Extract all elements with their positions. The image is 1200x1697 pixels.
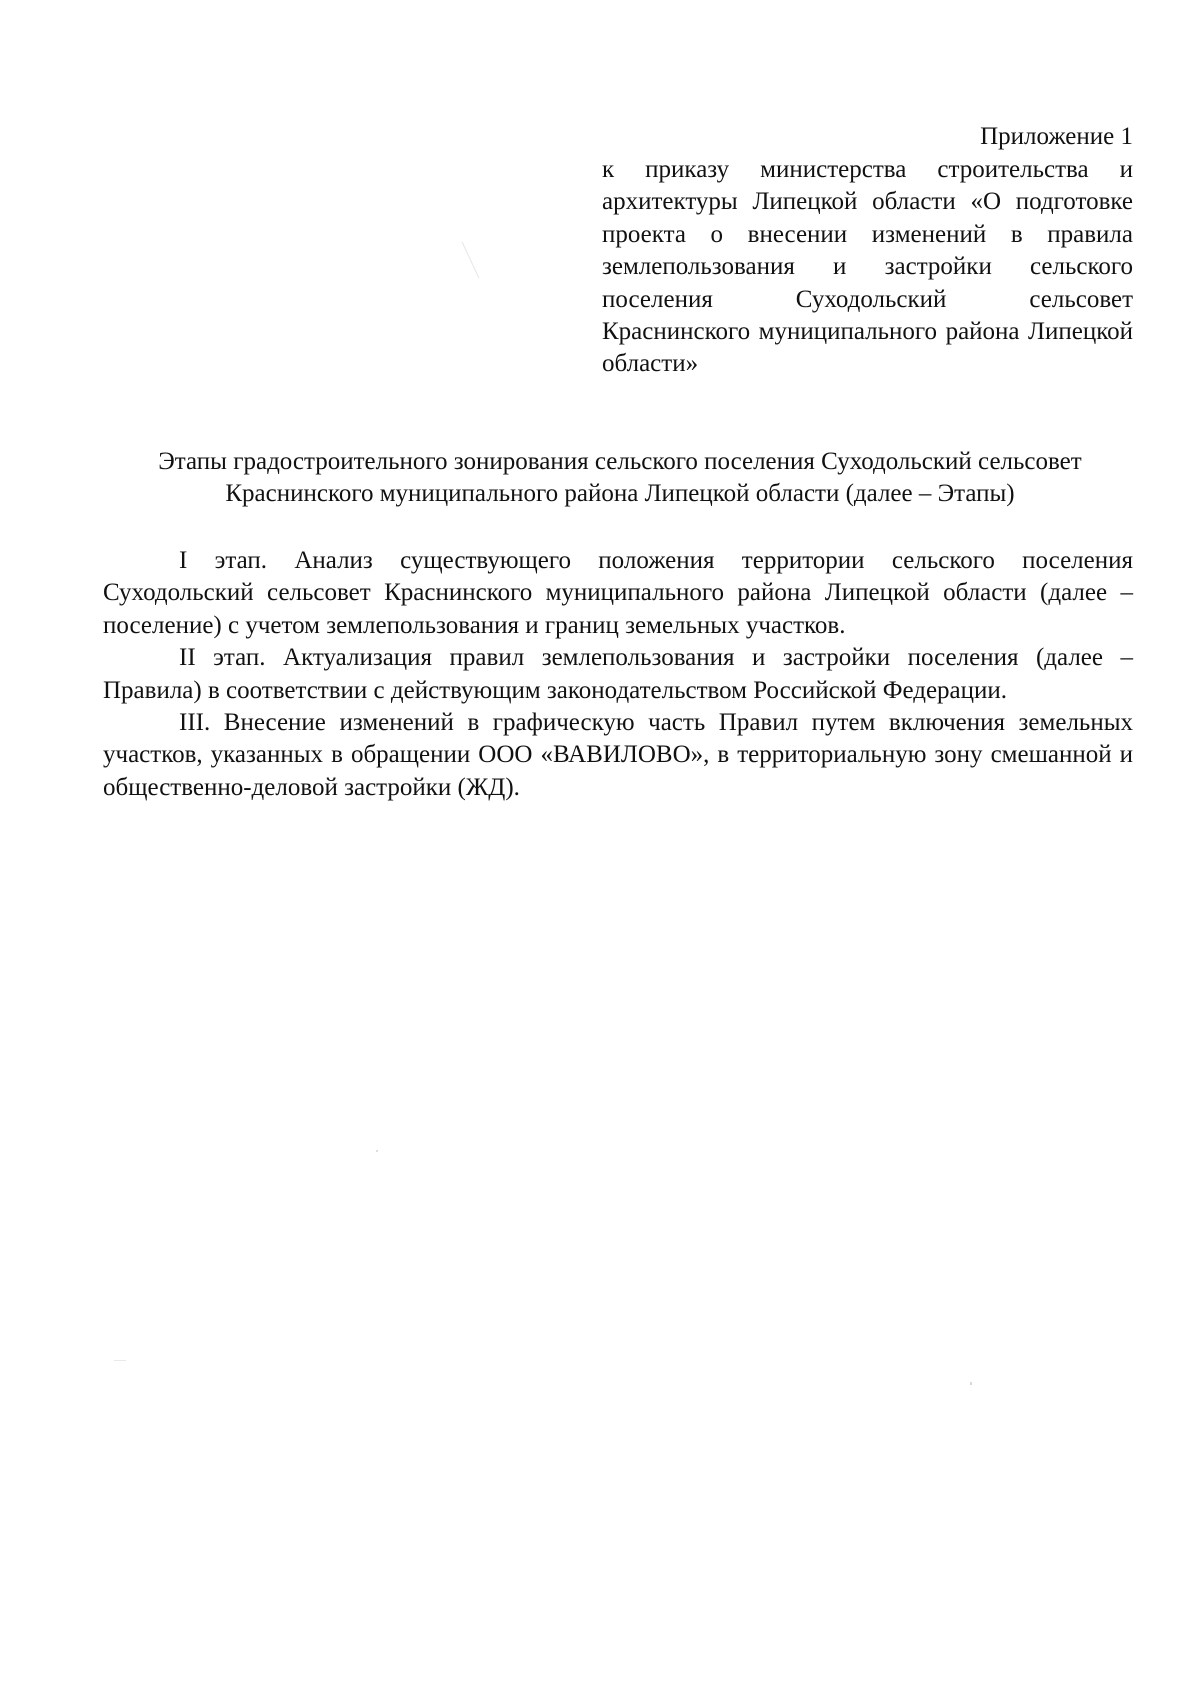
document-title: Этапы градостроительного зонирования сельского поселения Суходольский сельсовет Краснинского муниципального района Липецкой области (далее – Этапы) <box>158 448 1082 507</box>
scan-mark <box>970 1382 972 1385</box>
stage-1: I этап. Анализ существующего положения территории сельского поселения Суходольский сельсовет Краснинского муниципального района Липецкой области (далее – поселение) с учетом землепользования и границ земельных участков. <box>103 547 1133 639</box>
scan-mark <box>462 242 480 279</box>
appendix-reference: к приказу министерства строительства и архитектуры Липецкой области «О подготовке проекта о внесении изменений в правила землепользования и застройки сельского поселения Суходольский сельсовет Краснинского муниципального района Липецкой области» <box>602 156 1133 378</box>
scan-mark <box>114 1360 126 1361</box>
stage-2: II этап. Актуализация правил землепользования и застройки поселения (далее – Правила) в соответствии с действующим законодательством Российской Федерации. <box>103 644 1133 704</box>
scan-mark <box>376 1150 378 1152</box>
stage-3: III. Внесение изменений в графическую часть Правил путем включения земельных участков, указанных в обращении ООО «ВАВИЛОВО», в территориальную зону смешанной и общественно-деловой застройки (ЖД). <box>103 709 1133 801</box>
stages-list <box>103 545 1133 804</box>
appendix-number: Приложение 1 <box>980 123 1133 150</box>
